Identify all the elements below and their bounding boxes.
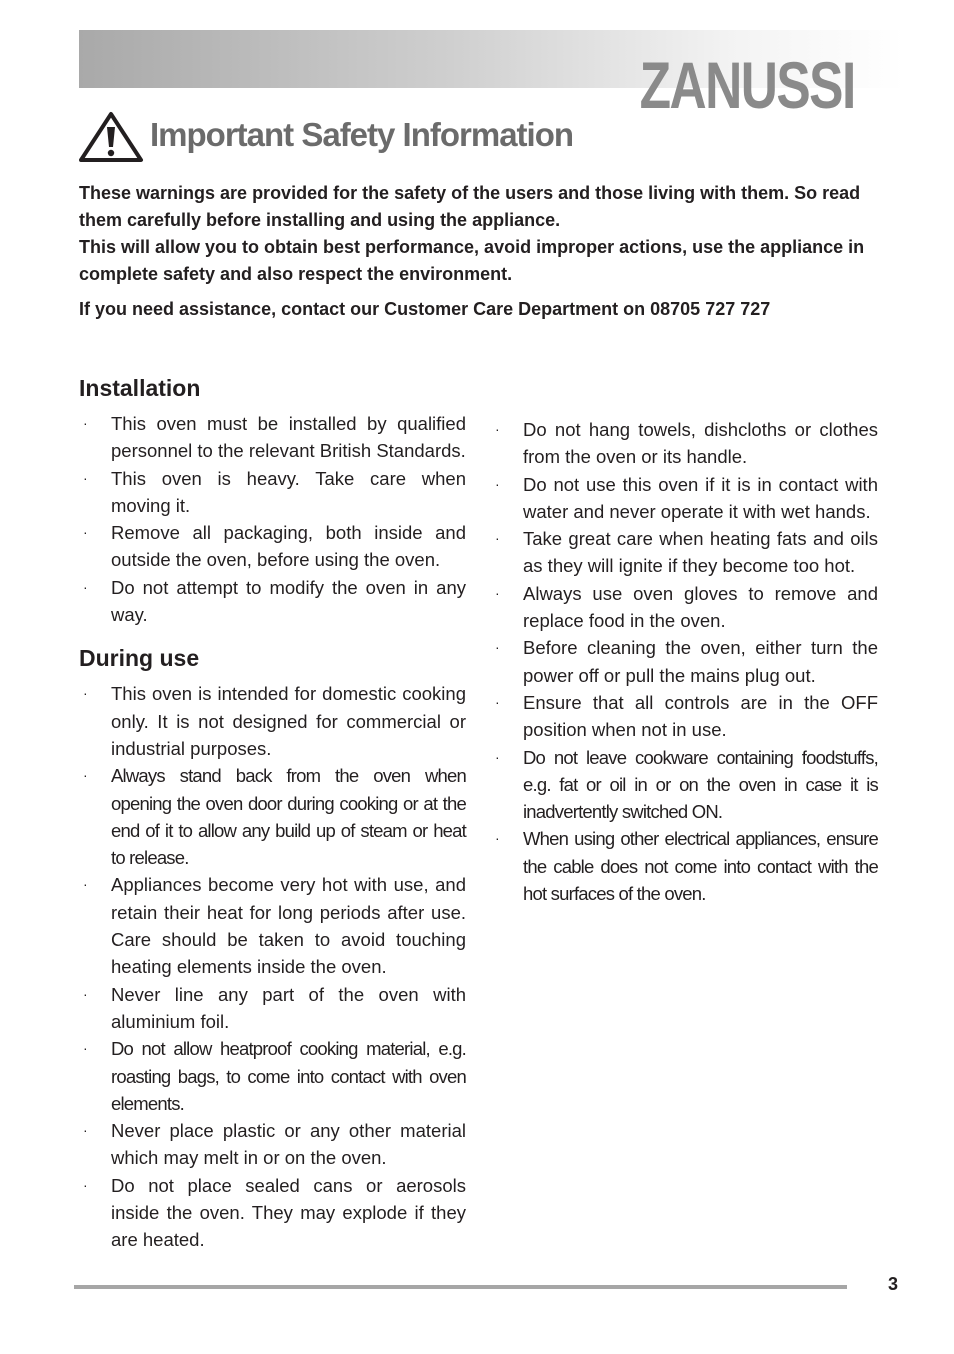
list-item: · Do not place sealed cans or aerosols inside the oven. They may explode if they are heated. (83, 1174, 466, 1251)
list-item: · Always stand back from the oven when opening the oven door during cooking or at the end of it to allow any build up of steam or heat to release. (83, 765, 466, 869)
list-item: · This oven must be installed by qualified personnel to the relevant British Standards. (83, 413, 466, 462)
right-column (491, 412, 878, 907)
safety-list (491, 416, 878, 907)
intro-section (79, 180, 879, 323)
brand-logo: ZANUSSI (639, 48, 855, 122)
warning-triangle-icon (78, 111, 144, 163)
list-item: · Take great care when heating fats and oils as they will ignite if they become too hot. (495, 528, 878, 577)
page-title: Important Safety Information (150, 116, 574, 153)
list-item: · Ensure that all controls are in the OFF position when not in use. (495, 691, 878, 741)
list-item: · Always use oven gloves to remove and replace food in the oven. (495, 582, 878, 632)
installation-heading: Installation (79, 375, 201, 401)
customer-care-contact: If you need assistance, contact our Customer Care Department on 08705 727 727 (79, 299, 771, 319)
list-item: · Do not attempt to modify the oven in any way. (83, 576, 466, 626)
list-item: · Appliances become very hot with use, and retain their heat for long periods after use. Care should be taken to avoid touching heating elements inside the oven. (83, 874, 466, 978)
list-item: · This oven is heavy. Take care when moving it. (83, 467, 466, 516)
intro-paragraph: This will allow you to obtain best performance, avoid improper actions, use the appliance in complete safety and also respect the environment. (79, 237, 865, 284)
during-use-heading: During use (79, 645, 200, 672)
list-item: · This oven is intended for domestic cooking only. It is not designed for commercial or industrial purposes. (83, 683, 466, 759)
intro-paragraph: These warnings are provided for the safety of the users and those living with them. So read them carefully before installing and using the appliance. (79, 183, 861, 230)
footer-divider (74, 1285, 847, 1289)
header-bar (79, 30, 905, 122)
list-item: · Never place plastic or any other material which may melt in or on the oven. (83, 1120, 466, 1169)
list-item: · Do not allow heatproof cooking material, e.g. roasting bags, to come into contact with oven elements. (83, 1038, 466, 1114)
installation-list (79, 410, 466, 628)
left-column (79, 370, 466, 1254)
during-use-list (79, 680, 466, 1253)
page-number: 3 (888, 1274, 899, 1294)
list-item: · Do not leave cookware containing foodstuffs, e.g. fat or oil in or on the oven in case it is inadvertently switched ON. (495, 746, 878, 823)
list-item: · Remove all packaging, both inside and outside the oven, before using the oven. (83, 522, 466, 571)
list-item: · Never line any part of the oven with aluminium foil. (83, 983, 466, 1032)
list-item: · When using other electrical appliances, ensure the cable does not come into contact with the hot surfaces of the oven. (495, 828, 878, 905)
list-item: · Before cleaning the oven, either turn the power off or pull the mains plug out. (495, 637, 878, 686)
list-item: · Do not use this oven if it is in contact with water and never operate it with wet hands. (495, 473, 878, 522)
list-item: · Do not hang towels, dishcloths or clothes from the oven or its handle. (495, 419, 878, 468)
